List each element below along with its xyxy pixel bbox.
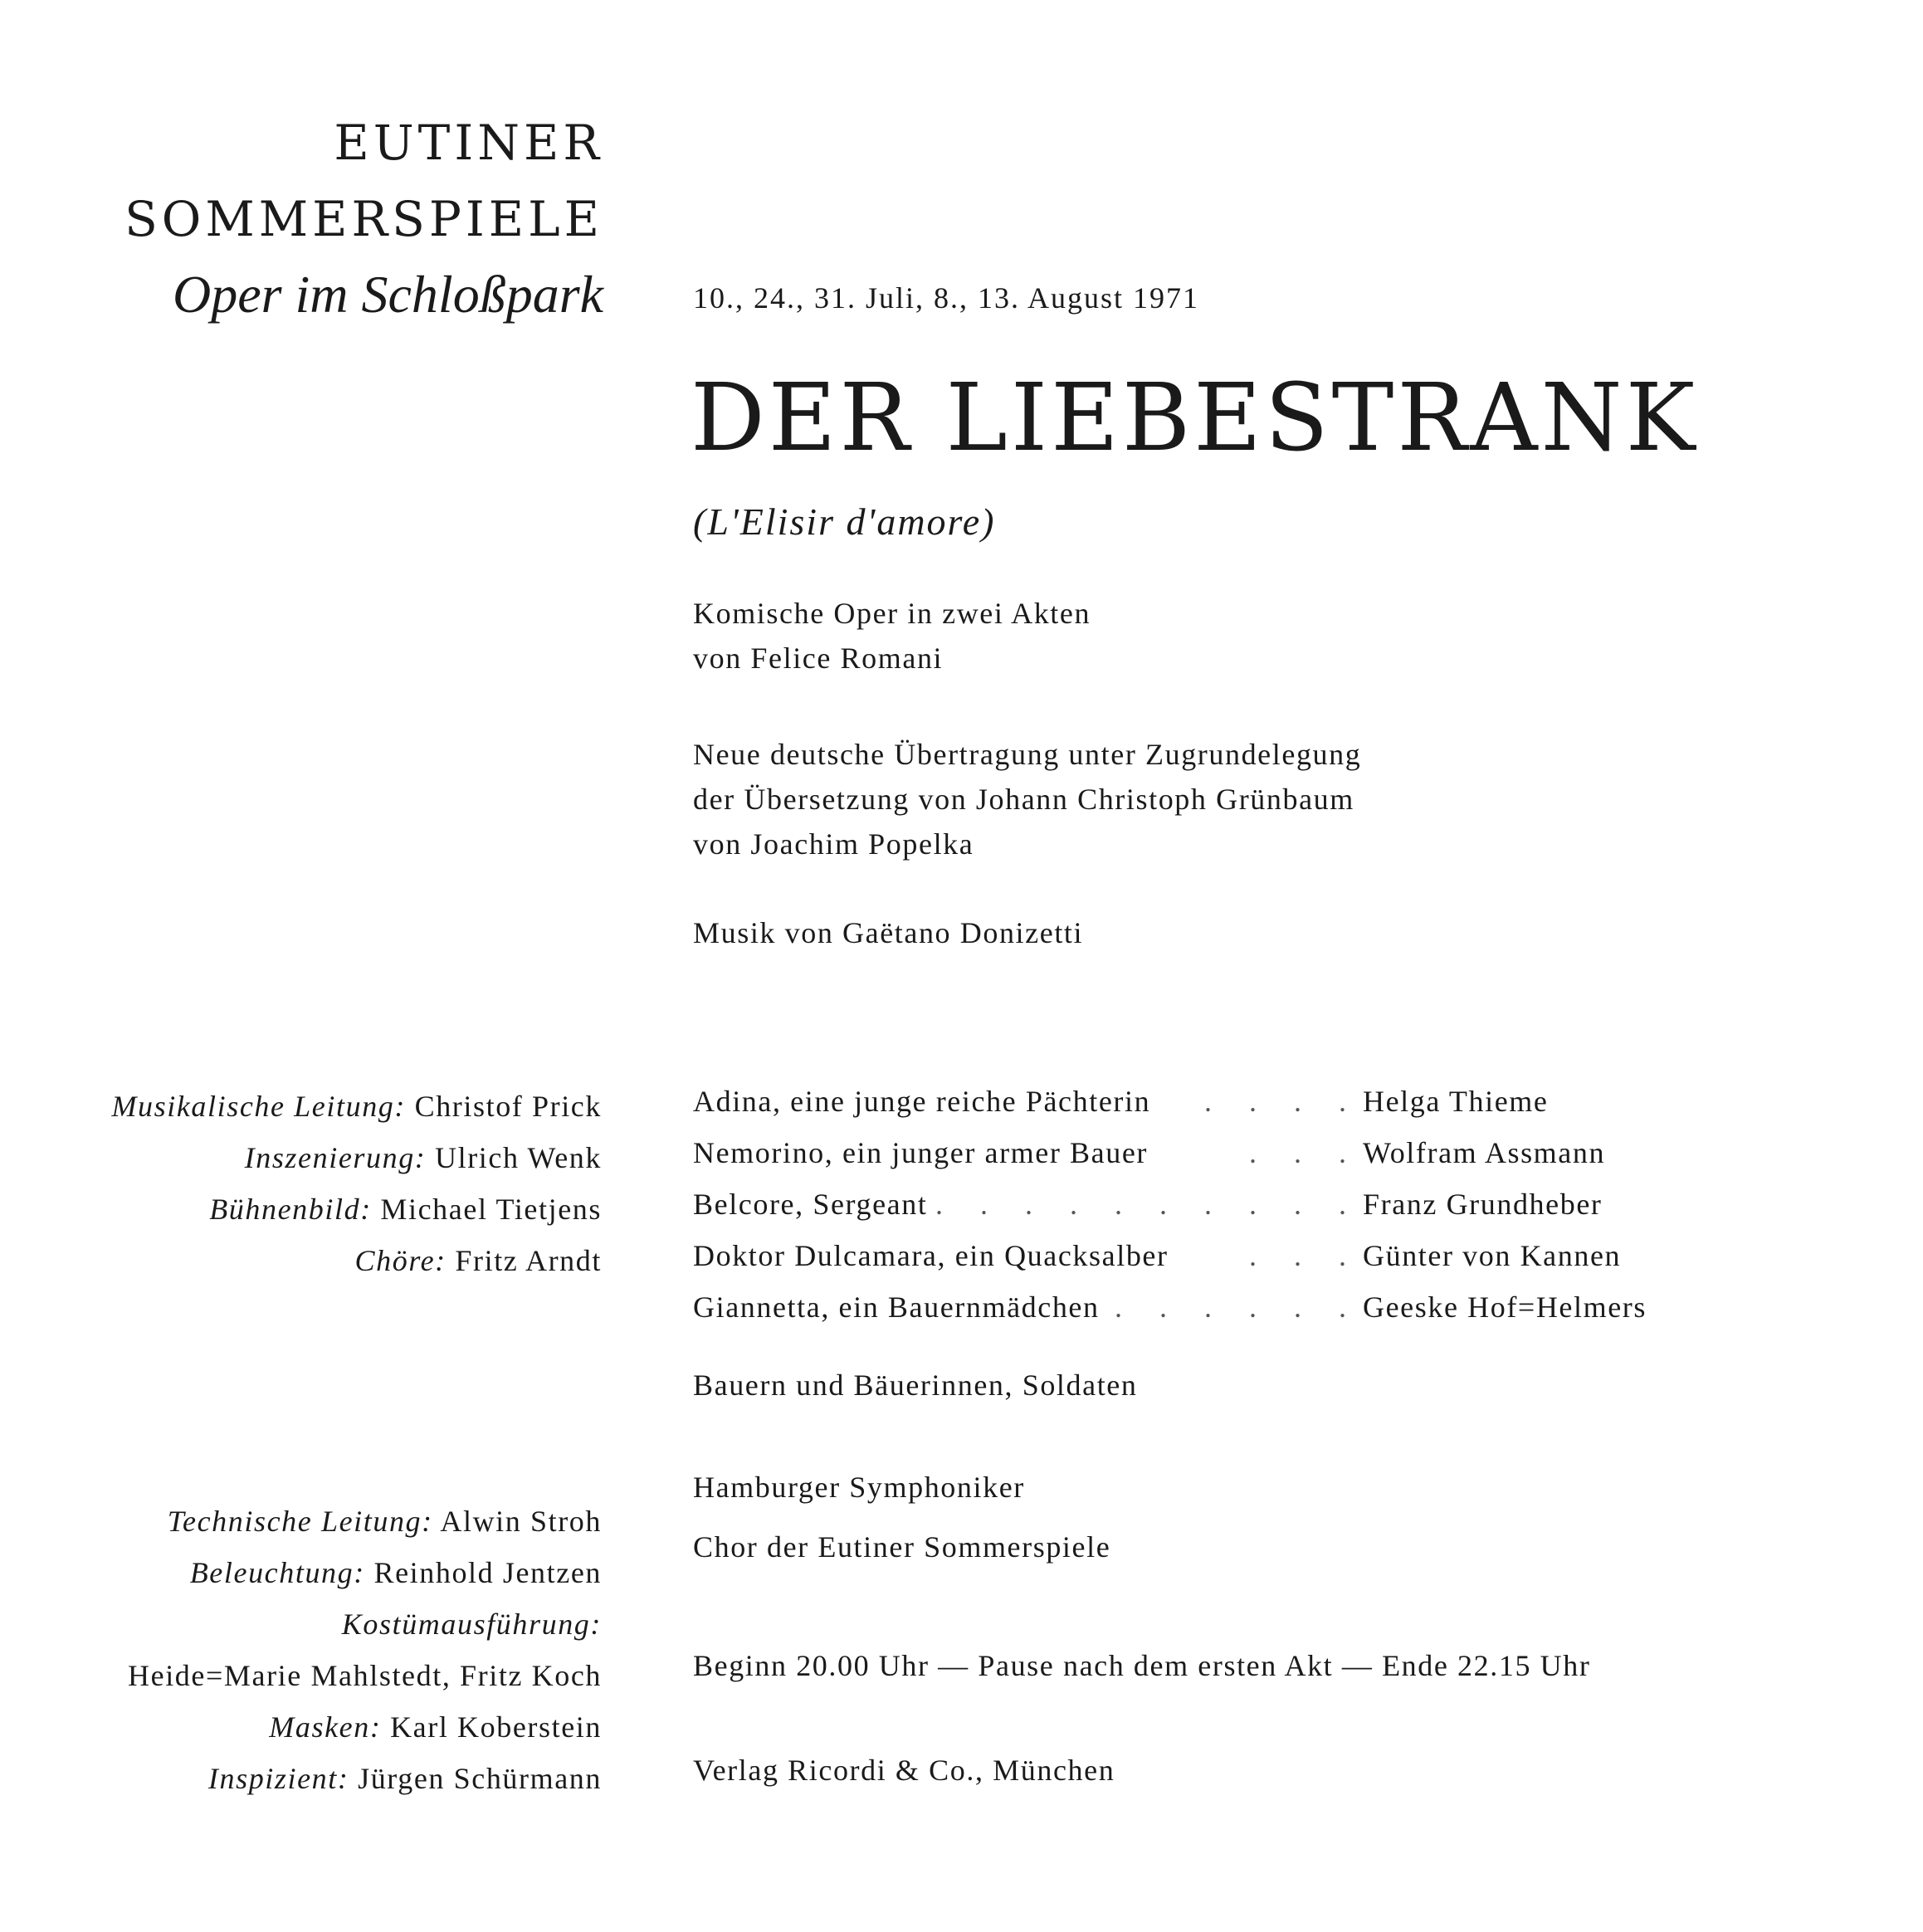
performance-times: Beginn 20.00 Uhr — Pause nach dem ersten Akt — Ende 22.15 Uhr xyxy=(693,1649,1591,1682)
credit-role: Inszenierung: xyxy=(244,1141,427,1174)
translation-line: von Joachim Popelka xyxy=(693,827,974,861)
credit-role: Kostümausführung: xyxy=(341,1608,602,1641)
cast-row xyxy=(693,1182,1697,1233)
leader-dots: . . . . xyxy=(1204,1085,1361,1118)
cast-role: Giannetta, ein Bauernmädchen xyxy=(693,1290,1100,1324)
page-title: DER LIEBESTRANK xyxy=(691,364,1699,472)
credit-name: Heide=Marie Mahlstedt, Fritz Koch xyxy=(128,1659,602,1692)
cast-row xyxy=(693,1079,1697,1130)
credit-name: Jürgen Schürmann xyxy=(358,1762,602,1795)
cast-singer: Wolfram Assmann xyxy=(1363,1136,1606,1169)
credit-line xyxy=(128,1602,602,1653)
credit-name: Alwin Stroh xyxy=(440,1505,602,1538)
original-title: (L'Elisir d'amore) xyxy=(693,500,996,543)
festival-name-line2: SOMMERSPIELE xyxy=(124,191,603,247)
festival-subtitle: Oper im Schloßpark xyxy=(172,265,603,324)
leader-dots: . . . xyxy=(1249,1136,1361,1169)
credit-name: Ulrich Wenk xyxy=(435,1141,602,1174)
cast-list xyxy=(693,1079,1697,1336)
cast-row xyxy=(693,1233,1697,1285)
credit-line xyxy=(111,1238,602,1290)
chorus-description: Bauern und Bäuerinnen, Soldaten xyxy=(693,1368,1138,1402)
credit-role: Chöre: xyxy=(354,1244,447,1277)
credit-line xyxy=(111,1187,602,1238)
credit-line xyxy=(128,1705,602,1756)
credit-role: Musikalische Leitung: xyxy=(111,1090,406,1123)
credit-name: Fritz Arndt xyxy=(455,1244,602,1277)
cast-role: Nemorino, ein junger armer Bauer xyxy=(693,1136,1149,1169)
cast-singer: Helga Thieme xyxy=(1363,1085,1549,1118)
technical-credits xyxy=(128,1499,602,1808)
cast-singer: Geeske Hof=Helmers xyxy=(1363,1290,1647,1324)
leader-dots: . . . . . . . . . . xyxy=(935,1188,1361,1221)
artistic-credits xyxy=(111,1084,602,1290)
festival-name-line1: EUTINER xyxy=(334,115,603,171)
credit-name: Karl Koberstein xyxy=(390,1710,602,1744)
genre-line: von Felice Romani xyxy=(693,642,944,675)
cast-role: Belcore, Sergeant xyxy=(693,1188,928,1221)
composer-credit: Musik von Gaëtano Donizetti xyxy=(693,916,1084,949)
performance-dates: 10., 24., 31. Juli, 8., 13. August 1971 xyxy=(693,281,1200,315)
translation-line: Neue deutsche Übertragung unter Zugrundelegung xyxy=(693,738,1362,771)
credit-name: Reinhold Jentzen xyxy=(373,1556,602,1589)
credit-line xyxy=(128,1499,602,1550)
credit-name: Christof Prick xyxy=(414,1090,602,1123)
credit-role: Masken: xyxy=(269,1710,382,1744)
cast-row xyxy=(693,1130,1697,1182)
credit-line xyxy=(128,1756,602,1808)
leader-dots: . . . . . . xyxy=(1115,1290,1361,1324)
orchestra: Hamburger Symphoniker xyxy=(693,1471,1025,1504)
genre-block xyxy=(693,591,1091,681)
translation-block xyxy=(693,732,1361,866)
credit-line xyxy=(128,1550,602,1602)
credit-role: Bühnenbild: xyxy=(209,1193,372,1226)
credit-role: Technische Leitung: xyxy=(167,1505,433,1538)
cast-singer: Franz Grundheber xyxy=(1363,1188,1603,1221)
credit-line xyxy=(111,1135,602,1187)
cast-role: Doktor Dulcamara, ein Quacksalber xyxy=(693,1239,1169,1272)
cast-singer: Günter von Kannen xyxy=(1363,1239,1622,1272)
publisher-credit: Verlag Ricordi & Co., München xyxy=(693,1754,1115,1787)
credit-name: Michael Tietjens xyxy=(380,1193,602,1226)
credit-role: Beleuchtung: xyxy=(189,1556,365,1589)
genre-line: Komische Oper in zwei Akten xyxy=(693,597,1091,630)
leader-dots: . . . xyxy=(1249,1239,1361,1272)
credit-line xyxy=(111,1084,602,1135)
cast-role: Adina, eine junge reiche Pächterin xyxy=(693,1085,1151,1118)
translation-line: der Übersetzung von Johann Christoph Grünbaum xyxy=(693,783,1354,816)
cast-row xyxy=(693,1285,1697,1336)
choir: Chor der Eutiner Sommerspiele xyxy=(693,1530,1111,1564)
credit-line xyxy=(128,1653,602,1705)
credit-role: Inspizient: xyxy=(207,1762,349,1795)
